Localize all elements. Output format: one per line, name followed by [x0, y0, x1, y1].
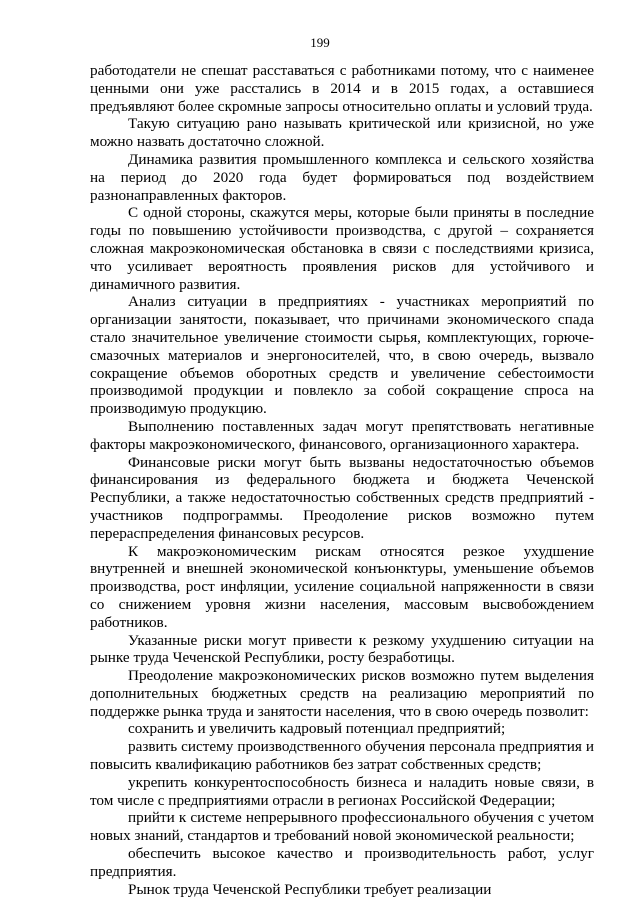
paragraph: С одной стороны, скажутся меры, которые были приняты в последние годы по повышению устойчивости производства, с другой – сохраняется сложная макроэкономическая обстановка в связи с последствиями кризиса, что усиливает вероятность проявления рисков для устойчивого и динамичного развития.: [90, 204, 594, 293]
list-item: сохранить и увеличить кадровый потенциал предприятий;: [128, 720, 506, 738]
paragraph: Указанные риски могут привести к резкому ухудшению ситуации на рынке труда Чеченской Республики, росту безработицы.: [90, 631, 594, 667]
page-number: 199: [310, 35, 330, 50]
paragraph: Такую ситуацию рано называть критической или кризисной, но уже можно назвать достаточно сложной.: [90, 115, 594, 151]
body-text: [90, 62, 594, 898]
paragraph: Выполнению поставленных задач могут препятствовать негативные факторы макроэкономического, финансового, организационного характера.: [90, 417, 594, 453]
list-item: обеспечить высокое качество и производительность работ, услуг предприятия.: [90, 845, 594, 880]
paragraph: Динамика развития промышленного комплекса и сельского хозяйства на период до 2020 года будет формироваться под воздействием разнонаправленных факторов.: [90, 150, 594, 204]
paragraph: Анализ ситуации в предприятиях - участниках мероприятий по организации занятости, показывает, что причинами экономического спада стало значительное увеличение стоимости сырья, комплектующих, горюче-смазочных материалов и энергоносителей, что, в свою очередь, вызвало сокращение объемов оборотных средств и увеличение себестоимости производимой продукции и повлекло за собой сокращение спроса на производимую продукцию.: [90, 293, 594, 418]
paragraph: работодатели не спешат расставаться с работниками потому, что с наименее ценными они уже расстались в 2014 и в 2015 годах, а оставшиеся предъявляют более скромные запросы относительно оплаты и условий труда.: [90, 62, 594, 115]
list-item: развить систему производственного обучения персонала предприятия и повысить квалификацию работников без затрат собственных средств;: [90, 738, 594, 774]
list-item: прийти к системе непрерывного профессионального обучения с учетом новых знаний, стандартов и требований новой экономической реальности;: [90, 809, 594, 845]
paragraph: К макроэкономическим рискам относятся резкое ухудшение внутренней и внешней экономической конъюнктуры, уменьшение объемов производства, рост инфляции, усиление социальной напряженности в связи со снижением уровня жизни населения, массовым высвобождением работников.: [90, 542, 594, 631]
paragraph: Финансовые риски могут быть вызваны недостаточностью объемов финансирования из федерального бюджета и бюджета Чеченской Республики, а также недостаточностью собственных средств предприятий - участников подпрограммы. Преодоление рисков возможно путем перераспределения финансовых ресурсов.: [90, 453, 594, 542]
list-item: укрепить конкурентоспособность бизнеса и наладить новые связи, в том числе с предприятиями отрасли в регионах Российской Федерации;: [90, 773, 594, 809]
paragraph: Рынок труда Чеченской Республики требует реализации: [128, 880, 492, 898]
paragraph: Преодоление макроэкономических рисков возможно путем выделения дополнительных бюджетных средств на реализацию мероприятий по поддержке рынка труда и занятости населения, что в свою очередь позволит:: [90, 667, 594, 720]
